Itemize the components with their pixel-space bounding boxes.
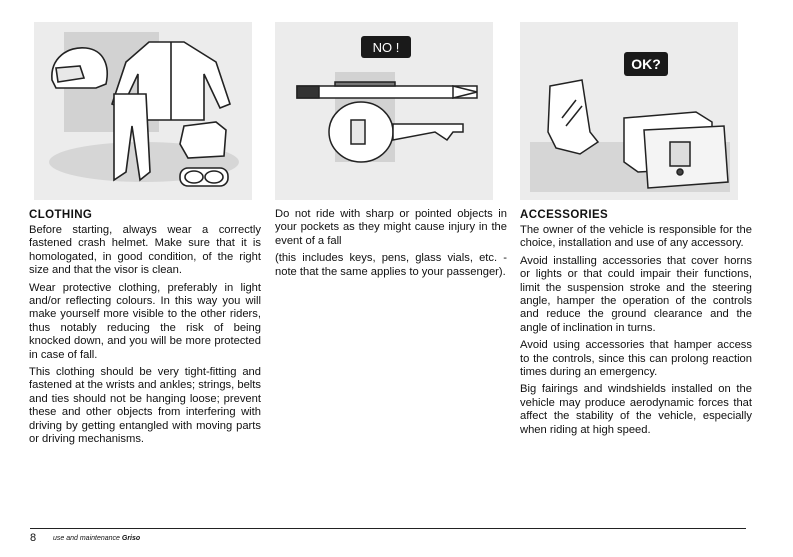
clothing-paragraph: Wear protective clothing, preferably in light and/or reflecting colours. In this way you will make yourself more visible to the other riders, thus notably reducing the risk of being knocked down, and you will be more protected in case of fall. [29,281,261,361]
no-badge: NO ! [372,40,400,55]
footer-model: Griso [121,535,141,542]
gloves-icon [180,122,226,158]
pen-icon [297,82,477,98]
accessories-illustration [520,22,738,200]
footer-section: use and maintenance [53,535,120,542]
accessories-column [520,22,752,441]
pockets-column [275,22,507,283]
clothing-illustration [34,22,252,200]
clothing-paragraph: Before starting, always wear a correctly fastened crash helmet. Make sure that it is homologated, in good condition, of the right size and that the visor is clean. [29,224,261,277]
footer-divider [30,528,746,529]
clothing-column [29,22,261,451]
pockets-paragraph: Do not ride with sharp or pointed objects in your pockets as they might cause injury in the event of a fall [275,208,507,247]
accessories-paragraph: Avoid installing accessories that cover horns or lights or that could impair their functions, limit the suspension stroke and the steering angle, hamper the operation of the controls and reduce the ground clearance and the angle of inclination in turns. [520,254,752,334]
helmet-icon [52,48,107,88]
accessories-heading: ACCESSORIES [520,209,609,221]
clothing-heading: CLOTHING [29,209,93,221]
ok-badge: OK? [631,56,661,72]
clothing-paragraph: This clothing should be very tight-fitting and fastened at the wrists and ankles; strings, belts and ties should not be hanging loose; prevent these and other objects from interfering with driving by getting entangled with moving parts or driving mechanisms. [29,366,261,446]
accessories-paragraph: Avoid using accessories that hamper access to the controls, since this can prolong reaction times during an emergency. [520,339,752,379]
key-icon [329,102,463,162]
pockets-illustration [275,22,493,200]
page-number: 8 [30,532,37,544]
accessories-paragraph: The owner of the vehicle is responsible for the choice, installation and use of any accessory. [520,224,752,250]
accessories-paragraph: Big fairings and windshields installed on the vehicle may produce aerodynamic forces that affect the stability of the vehicle, especially when riding at high speed. [520,383,752,436]
pockets-paragraph: (this includes keys, pens, glass vials, etc. - note that the same applies to your passenger). [275,252,507,278]
goggles-icon [180,168,228,186]
windshield-icon [548,80,598,154]
footer-label [53,535,140,542]
